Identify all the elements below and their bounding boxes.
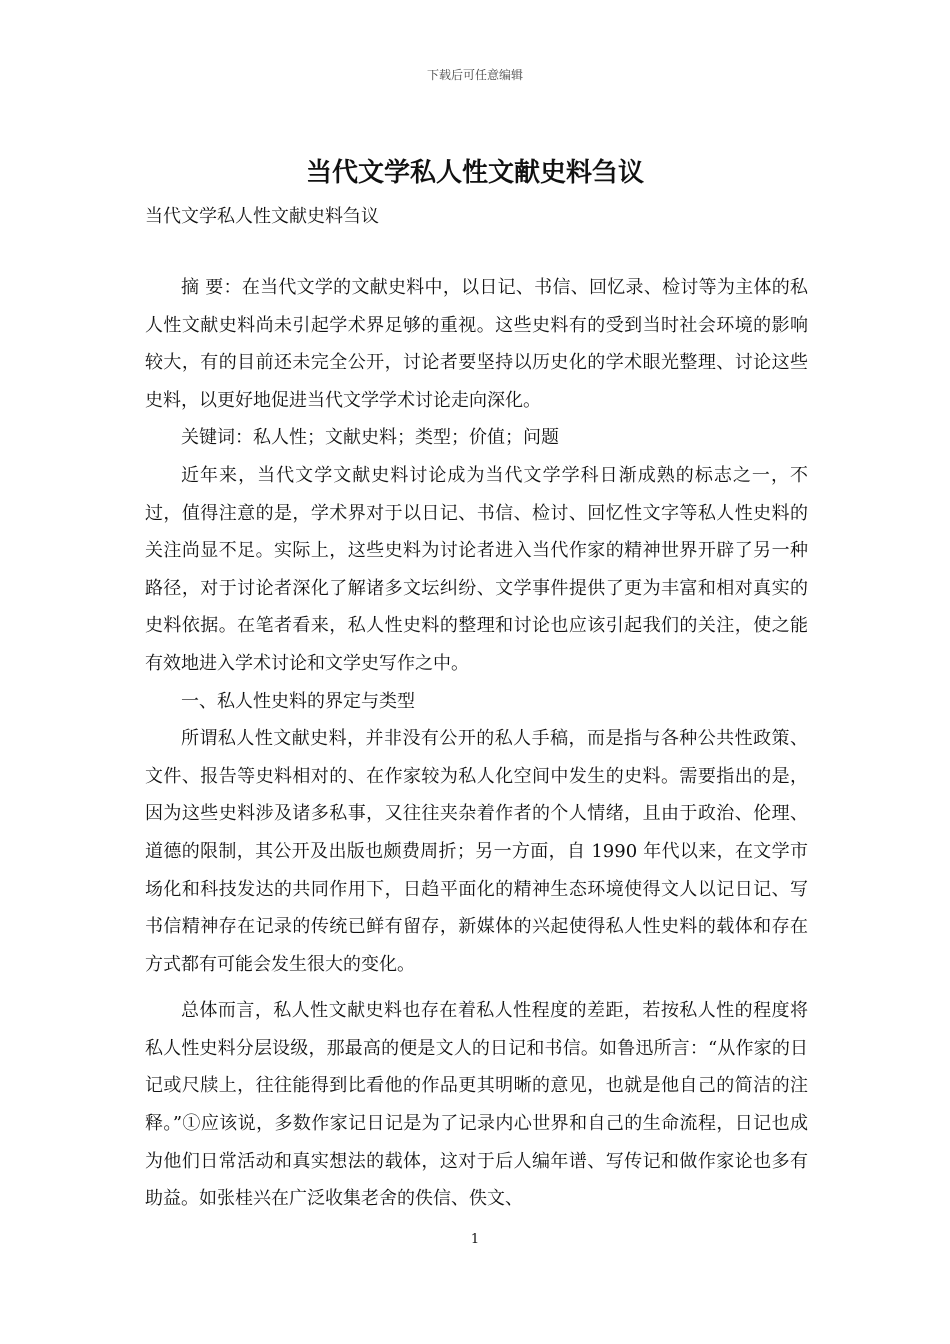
body-paragraph: 所谓私人性文献史料，并非没有公开的私人手稿，而是指与各种公共性政策、文件、报告等史料相对的、在作家较为私人化空间中发生的史料。需要指出的是，因为这些史料涉及诸多私事，又往往夹杂着作者的个人情绪，且由于政治、伦理、道德的限制，其公开及出版也颇费周折；另一方面，自 1990 年代以来，在文学市场化和科技发达的共同作用下，日趋平面化的精神生态环境使得文人以记日记、写书信精神存在记录的传统已鲜有留存，新媒体的兴起使得私人性史料的载体和存在方式都有可能会发生很大的变化。: [145, 728, 808, 975]
page-header: 下载后可任意编辑: [426, 68, 523, 82]
keywords-paragraph: 关键词：私人性；文献史料；类型；价值；问题: [181, 427, 559, 449]
body-paragraph: 近年来，当代文学文献史料讨论成为当代文学学科日渐成熟的标志之一，不过，值得注意的是，学术界对于以日记、书信、检讨、回忆性文字等私人性史料的关注尚显不足。实际上，这些史料为讨论者进入当代作家的精神世界开辟了另一种路径，对于讨论者深化了解诸多文坛纠纷、文学事件提供了更为丰富和相对真实的史料依据。在笔者看来，私人性史料的整理和讨论也应该引起我们的关注，使之能有效地进入学术讨论和文学史写作之中。: [145, 464, 808, 674]
document-body: [145, 269, 808, 1218]
body-paragraph: 总体而言，私人性文献史料也存在着私人性程度的差距，若按私人性的程度将私人性史料分层设级，那最高的便是文人的日记和书信。如鲁迅所言：“从作家的日记或尺牍上，往往能得到比看他的作品更其明晰的意见，也就是他自己的简洁的注释。”①应该说，多数作家记日记是为了记录内心世界和自己的生命流程，日记也成为他们日常活动和真实想法的载体，这对于后人编年谱、写传记和做作家论也多有助益。如张桂兴在广泛收集老舍的佚信、佚文、: [145, 1000, 808, 1210]
section-heading: 一、私人性史料的界定与类型: [181, 690, 415, 712]
document-subtitle: 当代文学私人性文献史料刍议: [145, 206, 379, 227]
abstract-paragraph: 摘 要：在当代文学的文献史料中，以日记、书信、回忆录、检讨等为主体的私人性文献史料尚未引起学术界足够的重视。这些史料有的受到当时社会环境的影响较大，有的目前还未完全公开，讨论者要坚持以历史化的学术眼光整理、讨论这些史料，以更好地促进当代文学学术讨论走向深化。: [145, 277, 808, 411]
page-number: 1: [470, 1232, 480, 1247]
document-title: 当代文学私人性文献史料刍议: [305, 158, 644, 188]
